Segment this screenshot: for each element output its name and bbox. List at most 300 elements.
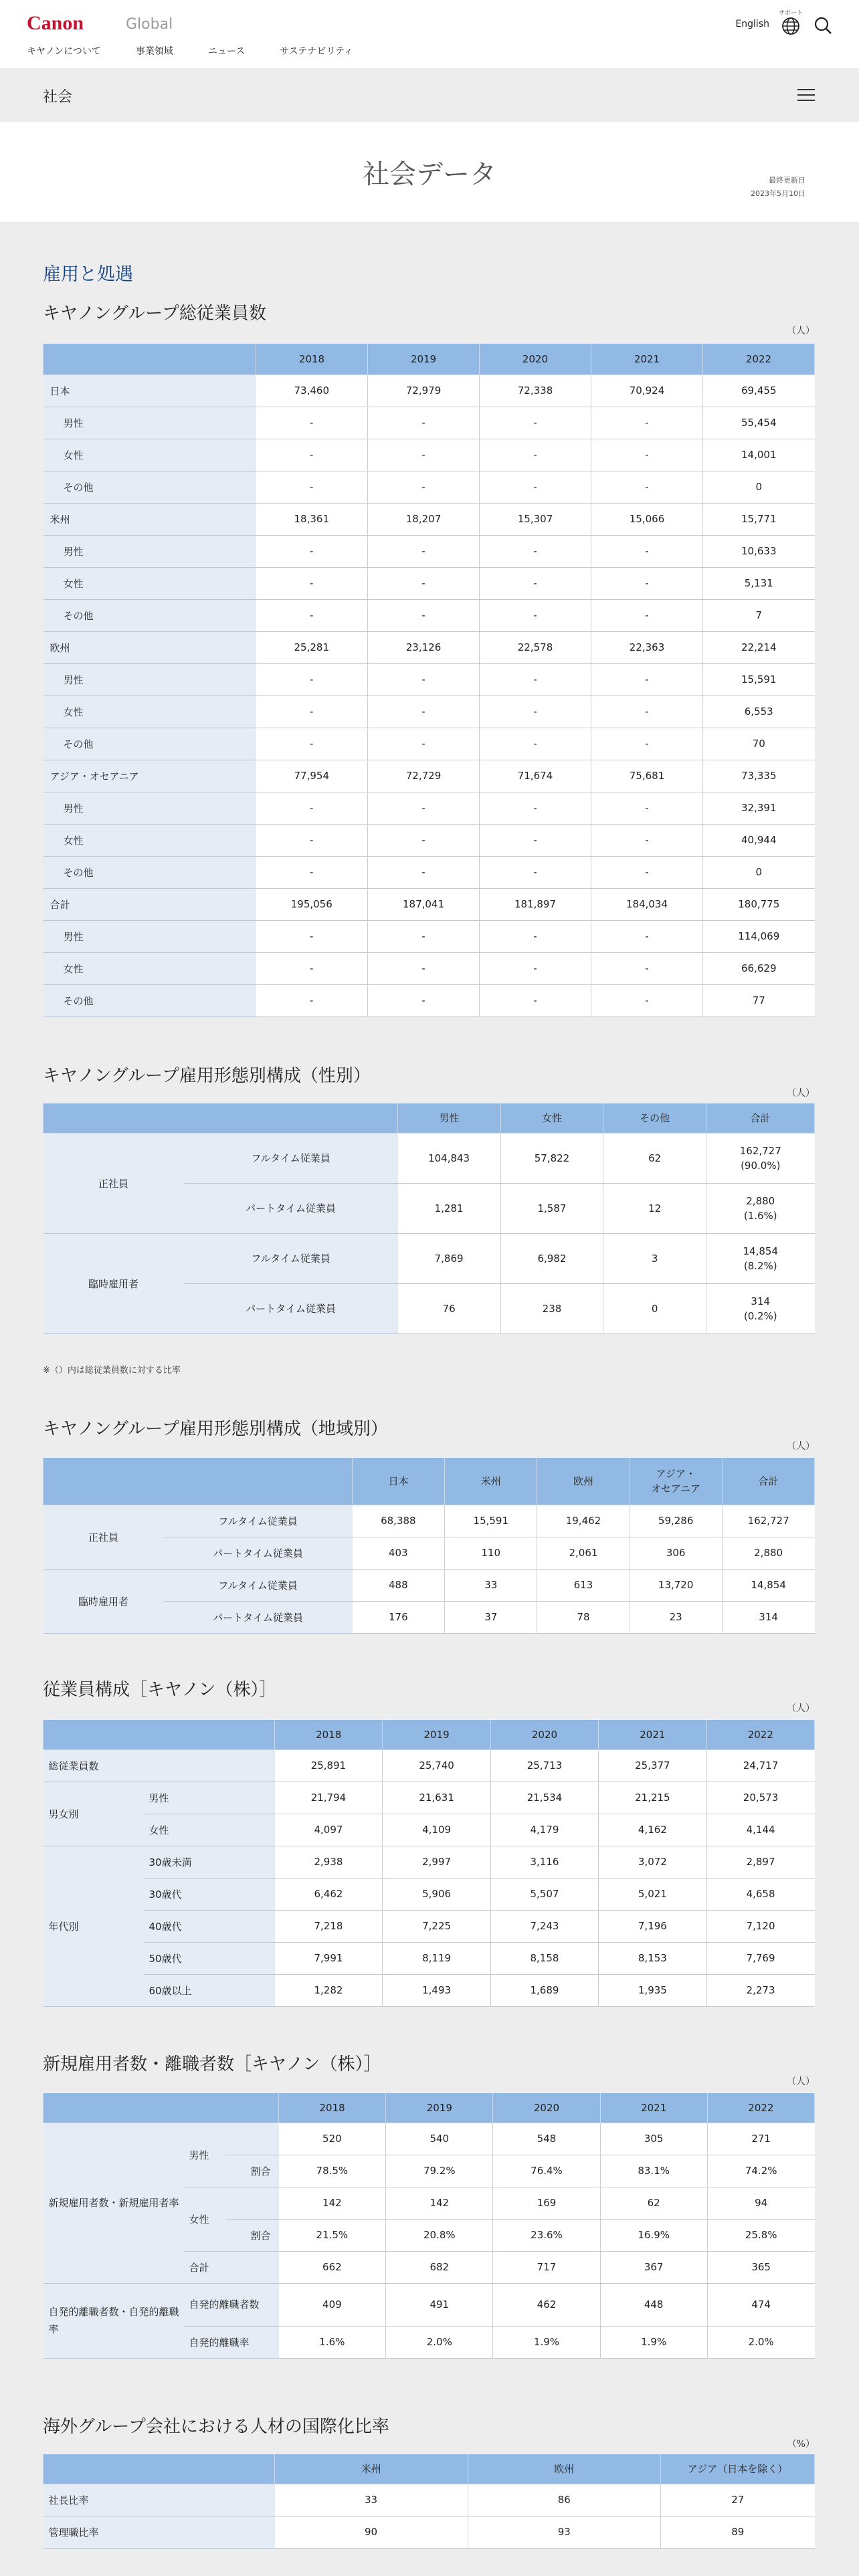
table-row xyxy=(43,663,815,695)
search-icon[interactable] xyxy=(814,16,832,35)
total-pct: (8.2%) xyxy=(743,1259,777,1272)
cell: 2.0% xyxy=(707,2326,814,2358)
page-title: 社会データ xyxy=(363,158,496,190)
cell: - xyxy=(591,471,703,503)
row-label: 総従業員数 xyxy=(43,1749,275,1782)
cell: 72,729 xyxy=(368,760,480,792)
cell: 93 xyxy=(468,2516,661,2548)
row-label: その他 xyxy=(43,856,256,888)
cell: 4,658 xyxy=(706,1878,814,1910)
header-utilities xyxy=(735,8,832,35)
cell: - xyxy=(368,856,480,888)
cell: 19,462 xyxy=(537,1505,630,1537)
table-row xyxy=(43,952,815,984)
row-label: 欧州 xyxy=(43,631,256,663)
support-button[interactable] xyxy=(779,8,803,35)
cell: 2,061 xyxy=(537,1537,630,1569)
row-label: 合計 xyxy=(184,2251,279,2283)
column-header-line: オセアニア xyxy=(651,1482,701,1495)
cell: 8,153 xyxy=(599,1942,706,1974)
cell: - xyxy=(591,952,703,984)
cell: - xyxy=(480,824,591,856)
table-row xyxy=(43,1505,815,1537)
unit-label: （人） xyxy=(787,2076,815,2087)
cell: 23.6% xyxy=(493,2219,600,2251)
cell: 13,720 xyxy=(630,1569,722,1601)
total-pct: (90.0%) xyxy=(741,1159,781,1172)
cell: 83.1% xyxy=(600,2155,707,2187)
type-label: パートタイム従業員 xyxy=(184,1283,398,1333)
header-blank xyxy=(43,2093,279,2123)
cell: - xyxy=(591,728,703,760)
table-row xyxy=(43,1974,815,2006)
row-label: 30歳未満 xyxy=(144,1846,275,1878)
row-label: その他 xyxy=(43,728,256,760)
type-label: パートタイム従業員 xyxy=(184,1183,398,1233)
cell: 162,727 xyxy=(722,1505,814,1537)
row-label: その他 xyxy=(43,984,256,1016)
cell: - xyxy=(256,728,368,760)
group-label: 自発的離職者数・自発的離職率 xyxy=(43,2283,184,2358)
table-row xyxy=(43,2516,815,2548)
column-header: 男性 xyxy=(398,1103,501,1133)
cell: 7,869 xyxy=(398,1233,501,1283)
cell: 488 xyxy=(353,1569,445,1601)
total-cell xyxy=(706,1183,815,1233)
cell: 1,587 xyxy=(500,1183,603,1233)
cell: - xyxy=(256,599,368,631)
rate-label: 割合 xyxy=(225,2219,279,2251)
cell: 367 xyxy=(600,2251,707,2283)
total-cell xyxy=(706,1283,815,1333)
cell: 5,021 xyxy=(599,1878,706,1910)
cell: 110 xyxy=(445,1537,537,1569)
year-header: 2022 xyxy=(703,344,815,374)
cell: - xyxy=(368,407,480,439)
cell: 57,822 xyxy=(500,1133,603,1183)
cell: 15,591 xyxy=(703,663,815,695)
cell: 7,120 xyxy=(706,1910,814,1942)
group-label: 臨時雇用者 xyxy=(43,1569,164,1633)
cell: 7,769 xyxy=(706,1942,814,1974)
cell: 104,843 xyxy=(398,1133,501,1183)
total-pct: (1.6%) xyxy=(743,1209,777,1222)
cell: 6,462 xyxy=(275,1878,383,1910)
cell: - xyxy=(480,599,591,631)
table-header-row xyxy=(43,2454,815,2484)
row-label: 自発的離職者数 xyxy=(184,2283,279,2326)
row-label: 男性 xyxy=(184,2123,225,2187)
row-label: 男性 xyxy=(144,1782,275,1814)
cell: 21,794 xyxy=(275,1782,383,1814)
year-header: 2022 xyxy=(706,1720,814,1749)
blank-cell xyxy=(225,2123,279,2155)
year-header: 2022 xyxy=(707,2093,814,2123)
row-label: その他 xyxy=(43,599,256,631)
column-header-line: アジア・ xyxy=(656,1467,696,1480)
section-heading: キヤノングループ総従業員数 xyxy=(43,304,266,324)
cell: - xyxy=(256,471,368,503)
cell: - xyxy=(368,728,480,760)
type-label: パートタイム従業員 xyxy=(164,1601,353,1633)
year-header: 2019 xyxy=(386,2093,493,2123)
table-row xyxy=(43,728,815,760)
table-row xyxy=(43,888,815,920)
cell: - xyxy=(480,792,591,824)
cell: 24,717 xyxy=(706,1749,814,1782)
cell: 3,072 xyxy=(599,1846,706,1878)
cell: 15,771 xyxy=(703,503,815,535)
cell: 18,207 xyxy=(368,503,480,535)
cell: 1,689 xyxy=(490,1974,598,2006)
cell: 6,982 xyxy=(500,1233,603,1283)
cell: - xyxy=(591,984,703,1016)
year-header: 2021 xyxy=(591,344,703,374)
cell: 25,891 xyxy=(275,1749,383,1782)
table-row xyxy=(43,1782,815,1814)
total-cell xyxy=(706,1133,815,1183)
cell: 491 xyxy=(386,2283,493,2326)
cell: 682 xyxy=(386,2251,493,2283)
cell: 69,455 xyxy=(703,374,815,407)
cell: - xyxy=(480,439,591,471)
main-nav xyxy=(27,44,388,58)
cell: 365 xyxy=(707,2251,814,2283)
group-label: 正社員 xyxy=(43,1133,184,1233)
table-row xyxy=(43,2283,815,2326)
row-label: 女性 xyxy=(43,439,256,471)
table-row xyxy=(43,760,815,792)
column-header: 日本 xyxy=(353,1458,445,1505)
row-label: 女性 xyxy=(43,567,256,599)
cell: 3 xyxy=(603,1233,706,1283)
english-link[interactable]: English xyxy=(735,19,769,29)
cell: 1,282 xyxy=(275,1974,383,2006)
cell: 169 xyxy=(493,2187,600,2219)
header-blank xyxy=(43,1103,398,1133)
cell: - xyxy=(591,792,703,824)
cell: 18,361 xyxy=(256,503,368,535)
nav-news[interactable]: ニュース xyxy=(207,46,246,57)
row-label: 女性 xyxy=(144,1814,275,1846)
cell: 94 xyxy=(707,2187,814,2219)
year-header: 2020 xyxy=(493,2093,600,2123)
cell: 21.5% xyxy=(279,2219,386,2251)
cell: - xyxy=(591,695,703,728)
cell: 20.8% xyxy=(386,2219,493,2251)
cell: 5,507 xyxy=(490,1878,598,1910)
section-heading: キヤノングループ雇用形態別構成（地域別） xyxy=(43,1419,388,1439)
cell: 238 xyxy=(500,1283,603,1333)
cell: 23 xyxy=(630,1601,722,1633)
column-header: 女性 xyxy=(500,1103,603,1133)
column-header: 合計 xyxy=(722,1458,814,1505)
cell: 5,906 xyxy=(383,1878,490,1910)
cell: 4,162 xyxy=(599,1814,706,1846)
cell: - xyxy=(368,663,480,695)
group-label: 年代別 xyxy=(43,1846,144,2006)
cell: 73,460 xyxy=(256,374,368,407)
unit-label: （人） xyxy=(787,1088,815,1099)
row-label: 女性 xyxy=(43,952,256,984)
cell: 10,633 xyxy=(703,535,815,567)
row-label: 男性 xyxy=(43,920,256,952)
year-header: 2020 xyxy=(480,344,591,374)
blank-cell xyxy=(225,2187,279,2219)
cell: 22,214 xyxy=(703,631,815,663)
cell: - xyxy=(256,952,368,984)
cell: 2.0% xyxy=(386,2326,493,2358)
row-label: 米州 xyxy=(43,503,256,535)
type-label: フルタイム従業員 xyxy=(184,1233,398,1283)
cell: - xyxy=(256,824,368,856)
cell: 184,034 xyxy=(591,888,703,920)
section-heading: 新規雇用者数・離職者数［キヤノン（株）］ xyxy=(43,2054,381,2074)
table-row xyxy=(43,2123,815,2155)
cell: 76 xyxy=(398,1283,501,1333)
cell: - xyxy=(368,471,480,503)
cell: - xyxy=(368,824,480,856)
cell: 25,377 xyxy=(599,1749,706,1782)
cell: - xyxy=(591,824,703,856)
table-header-row xyxy=(43,1458,815,1505)
cell: 14,854 xyxy=(722,1569,814,1601)
cell: 474 xyxy=(707,2283,814,2326)
cell: 409 xyxy=(279,2283,386,2326)
cell: 76.4% xyxy=(493,2155,600,2187)
cell: - xyxy=(480,920,591,952)
cell: - xyxy=(480,856,591,888)
unit-label: （人） xyxy=(787,1441,815,1452)
cell: 1.6% xyxy=(279,2326,386,2358)
cell: 20,573 xyxy=(706,1782,814,1814)
cell: 55,454 xyxy=(703,407,815,439)
cell: 2,938 xyxy=(275,1846,383,1878)
cell: 462 xyxy=(493,2283,600,2326)
cell: 32,391 xyxy=(703,792,815,824)
table-row xyxy=(43,2484,815,2516)
group-employees-table xyxy=(43,344,815,1017)
table-row xyxy=(43,1569,815,1601)
employment-by-gender-table xyxy=(43,1103,815,1334)
cell: 25,740 xyxy=(383,1749,490,1782)
cell: 717 xyxy=(493,2251,600,2283)
section-heading: 従業員構成［キヤノン（株）］ xyxy=(43,1680,277,1700)
cell: - xyxy=(256,407,368,439)
column-header: 米州 xyxy=(445,1458,537,1505)
table-row xyxy=(43,856,815,888)
table-row xyxy=(43,535,815,567)
nav-about[interactable]: キヤノンについて xyxy=(27,46,101,57)
type-label: フルタイム従業員 xyxy=(184,1133,398,1183)
row-label: 男性 xyxy=(43,792,256,824)
table-row xyxy=(43,920,815,952)
cell: 314 xyxy=(722,1601,814,1633)
row-label: 女性 xyxy=(43,824,256,856)
cell: - xyxy=(591,407,703,439)
cell: 12 xyxy=(603,1183,706,1233)
table-row xyxy=(43,1910,815,1942)
row-label: 管理職比率 xyxy=(43,2516,275,2548)
cell: 520 xyxy=(279,2123,386,2155)
cell: 75,681 xyxy=(591,760,703,792)
row-label: 社長比率 xyxy=(43,2484,275,2516)
group-label: 正社員 xyxy=(43,1505,164,1569)
type-label: フルタイム従業員 xyxy=(164,1569,353,1601)
type-label: パートタイム従業員 xyxy=(164,1537,353,1569)
cell: - xyxy=(368,952,480,984)
cell: 33 xyxy=(275,2484,468,2516)
table-header-row xyxy=(43,1103,815,1133)
cell: 403 xyxy=(353,1537,445,1569)
row-label: 40歳代 xyxy=(144,1910,275,1942)
cell: 73,335 xyxy=(703,760,815,792)
cell: - xyxy=(256,920,368,952)
cell: 68,388 xyxy=(353,1505,445,1537)
cell: 142 xyxy=(386,2187,493,2219)
cell: 0 xyxy=(703,471,815,503)
cell: 548 xyxy=(493,2123,600,2155)
cell: 59,286 xyxy=(630,1505,722,1537)
table-row xyxy=(43,599,815,631)
cell: 62 xyxy=(603,1133,706,1183)
table-row xyxy=(43,1749,815,1782)
unit-label: （%） xyxy=(787,2439,815,2450)
row-label: 男性 xyxy=(43,535,256,567)
total-value: 2,880 xyxy=(746,1194,775,1207)
cell: 8,158 xyxy=(490,1942,598,1974)
cell: 15,591 xyxy=(445,1505,537,1537)
cell: - xyxy=(591,567,703,599)
nav-business[interactable]: 事業領域 xyxy=(135,46,173,57)
cell: 4,144 xyxy=(706,1814,814,1846)
hamburger-menu-icon[interactable] xyxy=(797,88,815,104)
table-row xyxy=(43,1878,815,1910)
cell: 305 xyxy=(600,2123,707,2155)
table-row xyxy=(43,567,815,599)
total-cell xyxy=(706,1233,815,1283)
cell: 1.9% xyxy=(600,2326,707,2358)
type-label: フルタイム従業員 xyxy=(164,1505,353,1537)
table-header-row xyxy=(43,344,815,374)
cell: - xyxy=(368,920,480,952)
cell: 180,775 xyxy=(703,888,815,920)
employment-by-region-table xyxy=(43,1458,815,1634)
cell: 5,131 xyxy=(703,567,815,599)
column-header: 欧州 xyxy=(537,1458,630,1505)
year-header: 2019 xyxy=(383,1720,490,1749)
cell: - xyxy=(480,567,591,599)
cell: - xyxy=(368,439,480,471)
canon-logo[interactable]: Canon xyxy=(27,12,84,34)
nav-sustainability[interactable]: サステナビリティ xyxy=(280,46,353,57)
cell: 21,631 xyxy=(383,1782,490,1814)
row-label: 60歳以上 xyxy=(144,1974,275,2006)
row-label: 男性 xyxy=(43,663,256,695)
column-header: アジア（日本を除く） xyxy=(661,2454,815,2484)
cell: 4,097 xyxy=(275,1814,383,1846)
column-header: 米州 xyxy=(275,2454,468,2484)
cell: 1,935 xyxy=(599,1974,706,2006)
cell: - xyxy=(256,856,368,888)
table-row xyxy=(43,1133,815,1183)
table-row xyxy=(43,695,815,728)
cell: 448 xyxy=(600,2283,707,2326)
row-label: 女性 xyxy=(184,2187,225,2251)
cell: - xyxy=(368,535,480,567)
table-row xyxy=(43,792,815,824)
cell: 23,126 xyxy=(368,631,480,663)
cell: 271 xyxy=(707,2123,814,2155)
cell: 2,880 xyxy=(722,1537,814,1569)
cell: 22,578 xyxy=(480,631,591,663)
group-label: 男女別 xyxy=(43,1782,144,1846)
canon-employee-composition-table xyxy=(43,1720,815,2007)
cell: 62 xyxy=(600,2187,707,2219)
table-header-row xyxy=(43,1720,815,1749)
cell: 181,897 xyxy=(480,888,591,920)
cell: - xyxy=(368,567,480,599)
cell: - xyxy=(480,695,591,728)
cell: 4,179 xyxy=(490,1814,598,1846)
cell: 33 xyxy=(445,1569,537,1601)
cell: 78.5% xyxy=(279,2155,386,2187)
cell: - xyxy=(480,471,591,503)
group-label: 新規雇用者数・新規雇用者率 xyxy=(43,2123,184,2283)
table-row xyxy=(43,374,815,407)
total-value: 14,854 xyxy=(743,1245,778,1257)
section-title[interactable]: 社会 xyxy=(43,89,73,106)
table-row xyxy=(43,824,815,856)
cell: - xyxy=(591,920,703,952)
cell: 86 xyxy=(468,2484,661,2516)
cell: 3,116 xyxy=(490,1846,598,1878)
year-header: 2021 xyxy=(600,2093,707,2123)
site-header xyxy=(0,0,859,68)
year-header: 2020 xyxy=(490,1720,598,1749)
cell: 25.8% xyxy=(707,2219,814,2251)
cell: 662 xyxy=(279,2251,386,2283)
cell: 2,997 xyxy=(383,1846,490,1878)
group-label: 臨時雇用者 xyxy=(43,1233,184,1333)
cell: 70 xyxy=(703,728,815,760)
cell: 613 xyxy=(537,1569,630,1601)
last-updated-date: 2023年5月10日 xyxy=(751,189,805,198)
last-updated-label: 最終更新日 xyxy=(769,176,805,185)
table-row xyxy=(43,984,815,1016)
cell: - xyxy=(480,952,591,984)
cell: - xyxy=(368,695,480,728)
column-header: 合計 xyxy=(706,1103,815,1133)
cell: - xyxy=(368,792,480,824)
cell: - xyxy=(591,439,703,471)
row-label: 男性 xyxy=(43,407,256,439)
cell: 15,307 xyxy=(480,503,591,535)
cell: 66,629 xyxy=(703,952,815,984)
cell: 25,713 xyxy=(490,1749,598,1782)
cell: 90 xyxy=(275,2516,468,2548)
cell: - xyxy=(591,856,703,888)
cell: 16.9% xyxy=(600,2219,707,2251)
cell: - xyxy=(368,599,480,631)
cell: 0 xyxy=(603,1283,706,1333)
cell: - xyxy=(591,663,703,695)
table-row xyxy=(43,1233,815,1283)
table-row xyxy=(43,471,815,503)
cell: 72,338 xyxy=(480,374,591,407)
year-header: 2021 xyxy=(599,1720,706,1749)
cell: 1.9% xyxy=(493,2326,600,2358)
